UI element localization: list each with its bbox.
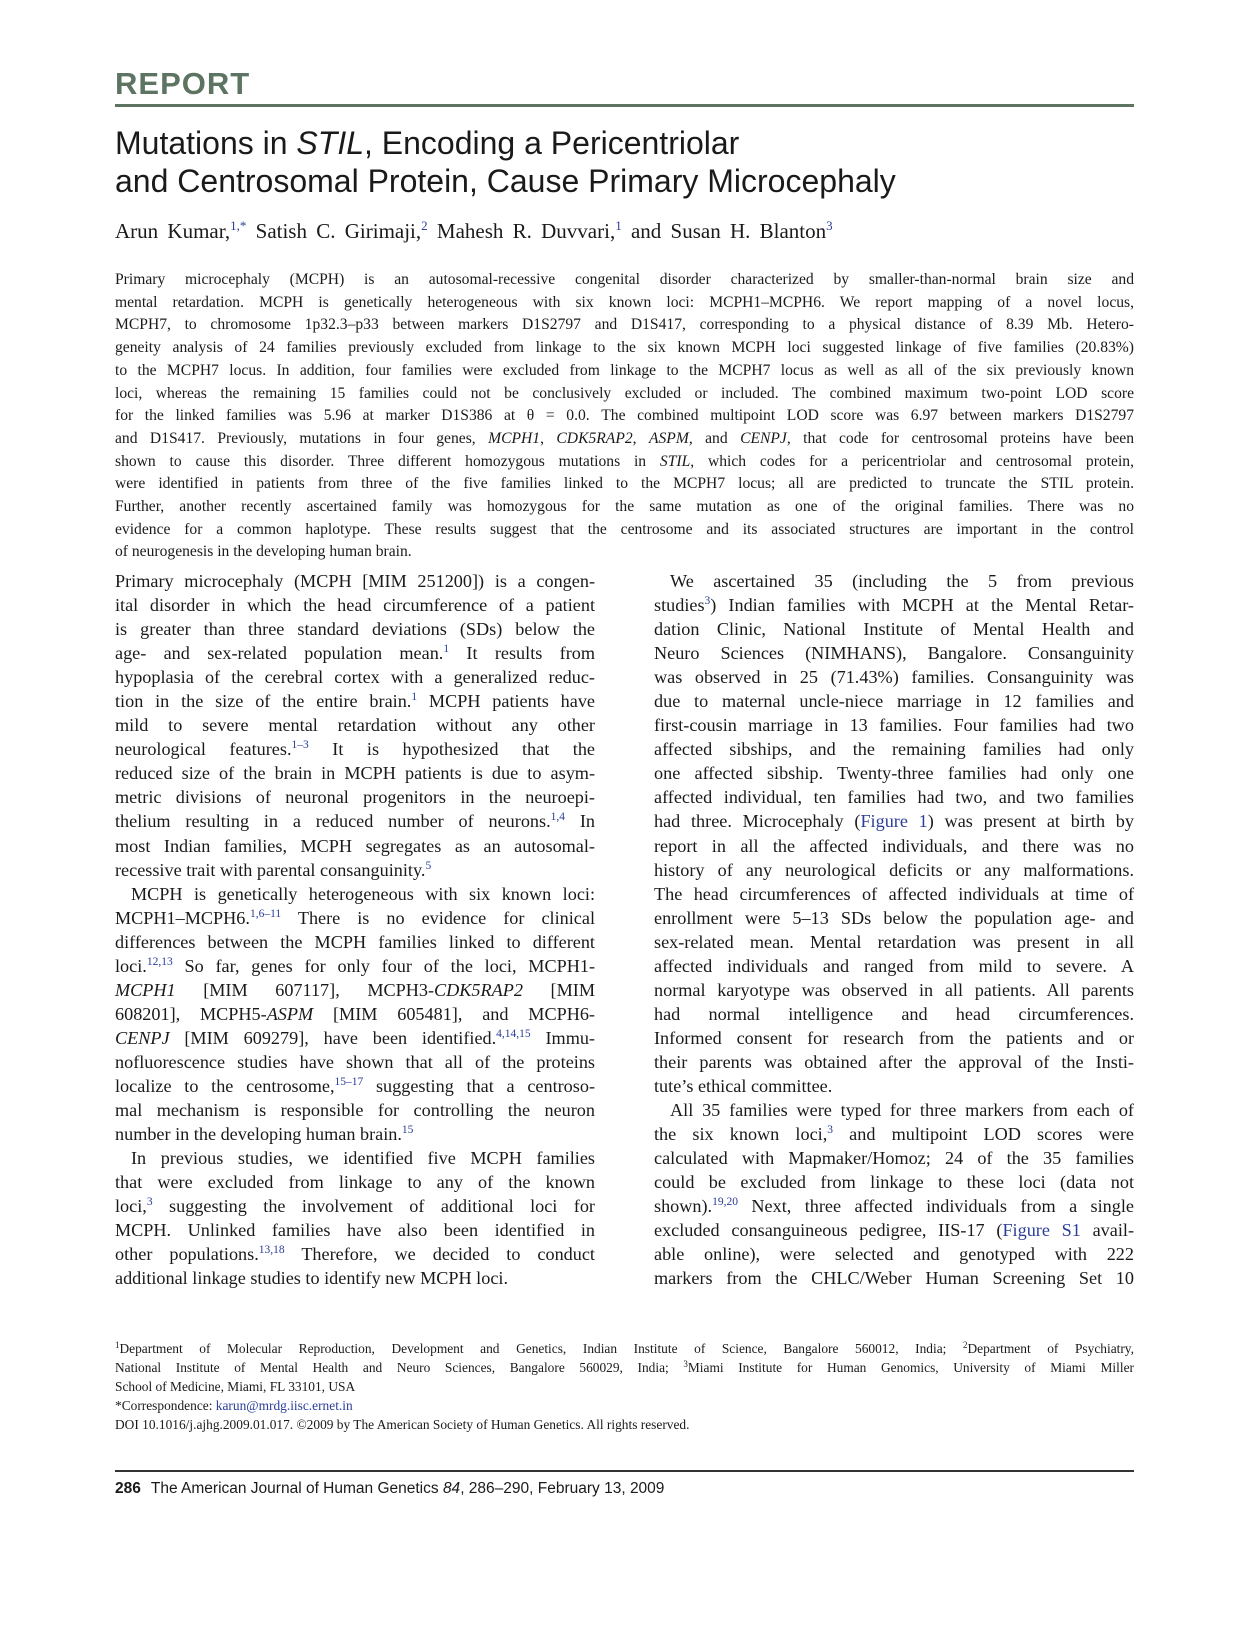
author-name: and Susan H. Blanton [630,219,827,243]
body-line: sex-related mean. Mental retardation was present in all [654,931,1134,952]
citation-link[interactable]: 1 [443,643,450,656]
author-name: Arun Kumar, [115,219,231,243]
body-line: affected sibships, and the remaining families had only [654,739,1134,760]
abstract-line: MCPH7, to chromosome 1p32.3–p33 between markers D1S2797 and D1S417, corresponding to a physical distance of 8.39 Mb. Hetero- [115,316,1134,334]
body-line: age- and sex-related population mean.$^1$ It results from [115,643,595,664]
gene-name: STIL [659,452,691,470]
doi-copyright: DOI 10.1016/j.ajhg.2009.01.017. ©2009 by The American Society of Human Genetics. All rights reserved. [115,1417,690,1432]
body-line: Informed consent for research from the patients and or [654,1027,1134,1048]
abstract-line: Further, another recently ascertained family was homozygous for the same mutation as one of the original families. There was no [115,498,1134,516]
author-affiliation-ref[interactable]: 2 [421,218,428,233]
body-line: able online), were selected and genotyped with 222 [654,1244,1134,1265]
body-line: markers from the CHLC/Weber Human Screening Set 10 [654,1268,1134,1289]
body-line: ital disorder in which the head circumference of a patient [115,595,595,616]
affiliation-line: $^1$Department of Molecular Reproduction, Development and Genetics, Indian Institute of Science, Bangalore 560012, India; $^2$Department of Psychiatry, [115,1340,1134,1356]
body-line: tion in the size of the entire brain.$^1$ MCPH patients have [115,691,595,712]
body-line: metric divisions of neuronal progenitors in the neuroepi- [115,787,595,808]
body-line: other populations.$^{13,18}$ Therefore, we decided to conduct [115,1244,595,1265]
citation-link[interactable]: 19,20 [712,1196,738,1209]
body-line: thelium resulting in a reduced number of neurons.$^{1,4}$ In [115,811,595,832]
body-line: MCPH is genetically heterogeneous with six known loci: [131,883,595,904]
body-line: one affected sibship. Twenty-three families had only one [654,763,1134,784]
affiliation-line: School of Medicine, Miami, FL 33101, USA [115,1379,356,1394]
figure-s1-link[interactable]: Figure S1 [1002,1220,1081,1241]
body-line: CENPJ [MIM 609279], have been identified.$^{4,14,15}$ Immu- [115,1027,595,1048]
body-line: differences between the MCPH families linked to different [115,931,595,952]
body-column-right [654,569,1134,1290]
citation-link[interactable]: 13,18 [258,1244,285,1257]
abstract-line: Primary microcephaly (MCPH) is an autosomal-recessive congenital disorder characterized by smaller-than-normal brain size and [115,271,1134,288]
body-line: first-cousin marriage in 13 families. Four families had two [654,715,1134,736]
citation-link[interactable]: 3 [704,595,711,608]
body-line: loci.$^{12,13}$ So far, genes for only four of the loci, MCPH1- [115,955,595,976]
citation-link[interactable]: 15–17 [334,1075,364,1088]
body-line: neurological features.$^{1-3}$ It is hypothesized that the [115,739,595,760]
abstract-line: to the MCPH7 locus. In addition, four families were excluded from linkage to the MCPH7 locus as well as all of the six previously known [115,361,1134,379]
body-line: nofluorescence studies have shown that all of the proteins [115,1051,595,1072]
body-line: affected individual, ten families had two, and two families [654,787,1134,808]
author-list [115,218,833,244]
body-line: most Indian families, MCPH segregates as an autosomal- [115,835,595,856]
body-line: excluded consanguineous pedigree, IIS-17 (Figure S1 avail- [654,1220,1135,1241]
gene-name: ASPM [648,429,689,447]
gene-name: MCPH1 [115,979,176,1000]
author-affiliation-ref[interactable]: 1 [615,218,622,233]
body-line: reduced size of the brain in MCPH patients is due to asym- [115,763,595,784]
citation-link[interactable]: 4,14,15 [496,1027,531,1040]
abstract-line: geneity analysis of 24 families previously excluded from linkage to the six known MCPH loci suggested linkage of five families (20.83%) [115,339,1134,357]
body-line: due to maternal uncle-niece marriage in 12 families and [654,691,1134,712]
body-line: MCPH1–MCPH6.$^{1,6-11}$ There is no evidence for clinical [115,907,595,928]
body-line: could be excluded from linkage to these loci (data not [654,1172,1134,1193]
body-line: hypoplasia of the cerebral cortex with a generalized reduc- [115,667,595,688]
body-line: had normal intelligence and head circumferences. [654,1003,1134,1024]
abstract-line: and D1S417. Previously, mutations in four genes, MCPH1, CDK5RAP2, ASPM, and CENPJ, that code for centrosomal proteins have been [115,429,1135,447]
body-line: MCPH. Unlinked families have also been identified in [115,1220,595,1241]
journal-volume: 84 [442,1480,461,1497]
body-line: studies$^3$) Indian families with MCPH at the Mental Retar- [654,595,1134,616]
title-line-1: Mutations in STIL, Encoding a Pericentriolar [115,125,740,161]
body-line: All 35 families were typed for three markers from each of [670,1100,1134,1121]
section-label: REPORT [115,66,251,101]
body-line: additional linkage studies to identify new MCPH loci. [115,1268,509,1289]
abstract-line: evidence for a common haplotype. These results suggest that the centrosome and its associated structures are important in the control [115,520,1134,538]
body-line: is greater than three standard deviations (SDs) below the [115,619,595,640]
body-line: We ascertained 35 (including the 5 from previous [670,571,1134,591]
body-line: history of any neurological deficits or any malformations. [654,859,1134,880]
body-line: mild to severe mental retardation without any other [115,715,595,736]
figure-1-link[interactable]: Figure 1 [860,811,928,832]
citation-link[interactable]: 1,4 [550,811,566,824]
gene-name: STIL [296,125,364,161]
citation-link[interactable]: 12,13 [146,955,173,968]
gene-name: CDK5RAP2 [556,429,633,447]
body-line: Primary microcephaly (MCPH [MIM 251200]) is a congen- [115,571,595,591]
citation-link[interactable]: 1,6–11 [249,907,282,920]
body-line: the six known loci,$^3$ and multipoint LOD scores were [654,1124,1134,1145]
abstract-line: of neurogenesis in the developing human brain. [115,543,412,561]
body-line: was observed in 25 (71.43%) families. Consanguinity was [654,667,1134,688]
citation-link[interactable]: 3 [827,1124,833,1137]
body-line: shown).$^{19,20}$ Next, three affected individuals from a single [654,1196,1134,1217]
abstract [115,269,1134,564]
body-line: number in the developing human brain.$^{15}$ [115,1124,414,1145]
body-line: In previous studies, we identified five MCPH families [131,1148,595,1169]
gene-name: CENPJ [740,429,787,447]
citation-link[interactable]: 1–3 [291,739,309,752]
body-line: affected individuals and ranged from mild to severe. A [654,955,1134,976]
citation-link[interactable]: 3 [146,1196,153,1209]
affiliations [115,1339,1134,1434]
affiliation-line: National Institute of Mental Health and Neuro Sciences, Bangalore 560029, India; $^3$Miami Institute for Human Genomics, University of Miami Miller [115,1359,1134,1375]
body-line: The head circumferences of affected individuals at time of [654,883,1134,904]
abstract-line: shown to cause this disorder. Three different homozygous mutations in STIL, which codes for a pericentriolar and centrosomal protein, [115,452,1134,470]
footer-rule [115,1470,1134,1472]
page-footer: 286 The American Journal of Human Genetics 84, 286–290, February 13, 2009 [115,1480,665,1497]
body-line: that were excluded from linkage to any of the known [115,1172,595,1193]
author-affiliation-ref[interactable]: 1,* [230,218,247,233]
abstract-line: loci, whereas the remaining 15 families could not be conclusively excluded or included. The combined maximum two-point LOD score [115,384,1134,402]
page-number: 286 [115,1480,141,1497]
author-name: Mahesh R. Duvvari, [436,219,616,243]
body-line: MCPH1 [MIM 607117], MCPH3-CDK5RAP2 [MIM [115,979,595,1000]
author-affiliation-ref[interactable]: 3 [826,218,833,233]
gene-name: CDK5RAP2 [434,979,523,1000]
body-line: calculated with Mapmaker/Homoz; 24 of the 35 families [654,1148,1134,1169]
abstract-line: for the linked families was 5.96 at marker D1S386 at θ = 0.0. The combined multipoint LOD score was 6.97 between markers D1S2797 [115,407,1134,425]
body-line: loci,$^3$ suggesting the involvement of additional loci for [115,1196,595,1217]
body-line: 608201], MCPH5-ASPM [MIM 605481], and MCPH6- [115,1003,595,1024]
body-line: had three. Microcephaly (Figure 1) was present at birth by [654,811,1134,832]
body-line: Neuro Sciences (NIMHANS), Bangalore. Consanguinity [654,643,1134,664]
body-line: enrollment were 5–13 SDs below the population age- and [654,907,1134,928]
gene-name: ASPM [266,1003,314,1024]
correspondence-email-link[interactable]: karun@mrdg.iisc.ernet.in [215,1398,353,1413]
citation-link[interactable]: 15 [401,1124,414,1137]
body-line: localize to the centrosome,$^{15-17}$ suggesting that a centroso- [115,1075,595,1096]
author-name: Satish C. Girimaji, [255,219,422,243]
body-line: their parents was obtained after the approval of the Insti- [654,1051,1134,1072]
abstract-line: were identified in patients from three of the five families linked to the MCPH7 locus; all are predicted to truncate the STIL protein. [115,475,1134,493]
header-rule [115,104,1134,107]
gene-name: CENPJ [115,1027,170,1048]
body-line: normal karyotype was observed in all patients. All parents [654,979,1134,1000]
abstract-line: mental retardation. MCPH is genetically heterogeneous with six known loci: MCPH1–MCPH6. We report mapping of a novel locus, [115,293,1134,311]
correspondence: *Correspondence: karun@mrdg.iisc.ernet.in [115,1398,353,1413]
citation-link[interactable]: 5 [425,859,432,872]
body-line: dation Clinic, National Institute of Mental Health and [654,619,1134,640]
body-line: report in all the affected individuals, and there was no [654,835,1134,856]
body-line: recessive trait with parental consanguinity.$^5$ [115,859,432,880]
body-line: mal mechanism is responsible for controlling the neuron [115,1100,595,1121]
article-title [115,124,1115,200]
title-line-2: and Centrosomal Protein, Cause Primary Microcephaly [115,163,896,199]
citation-link[interactable]: 1 [411,691,418,704]
gene-name: MCPH1 [488,429,541,447]
body-line: tute’s ethical committee. [654,1075,833,1096]
body-column-left [115,569,595,1290]
